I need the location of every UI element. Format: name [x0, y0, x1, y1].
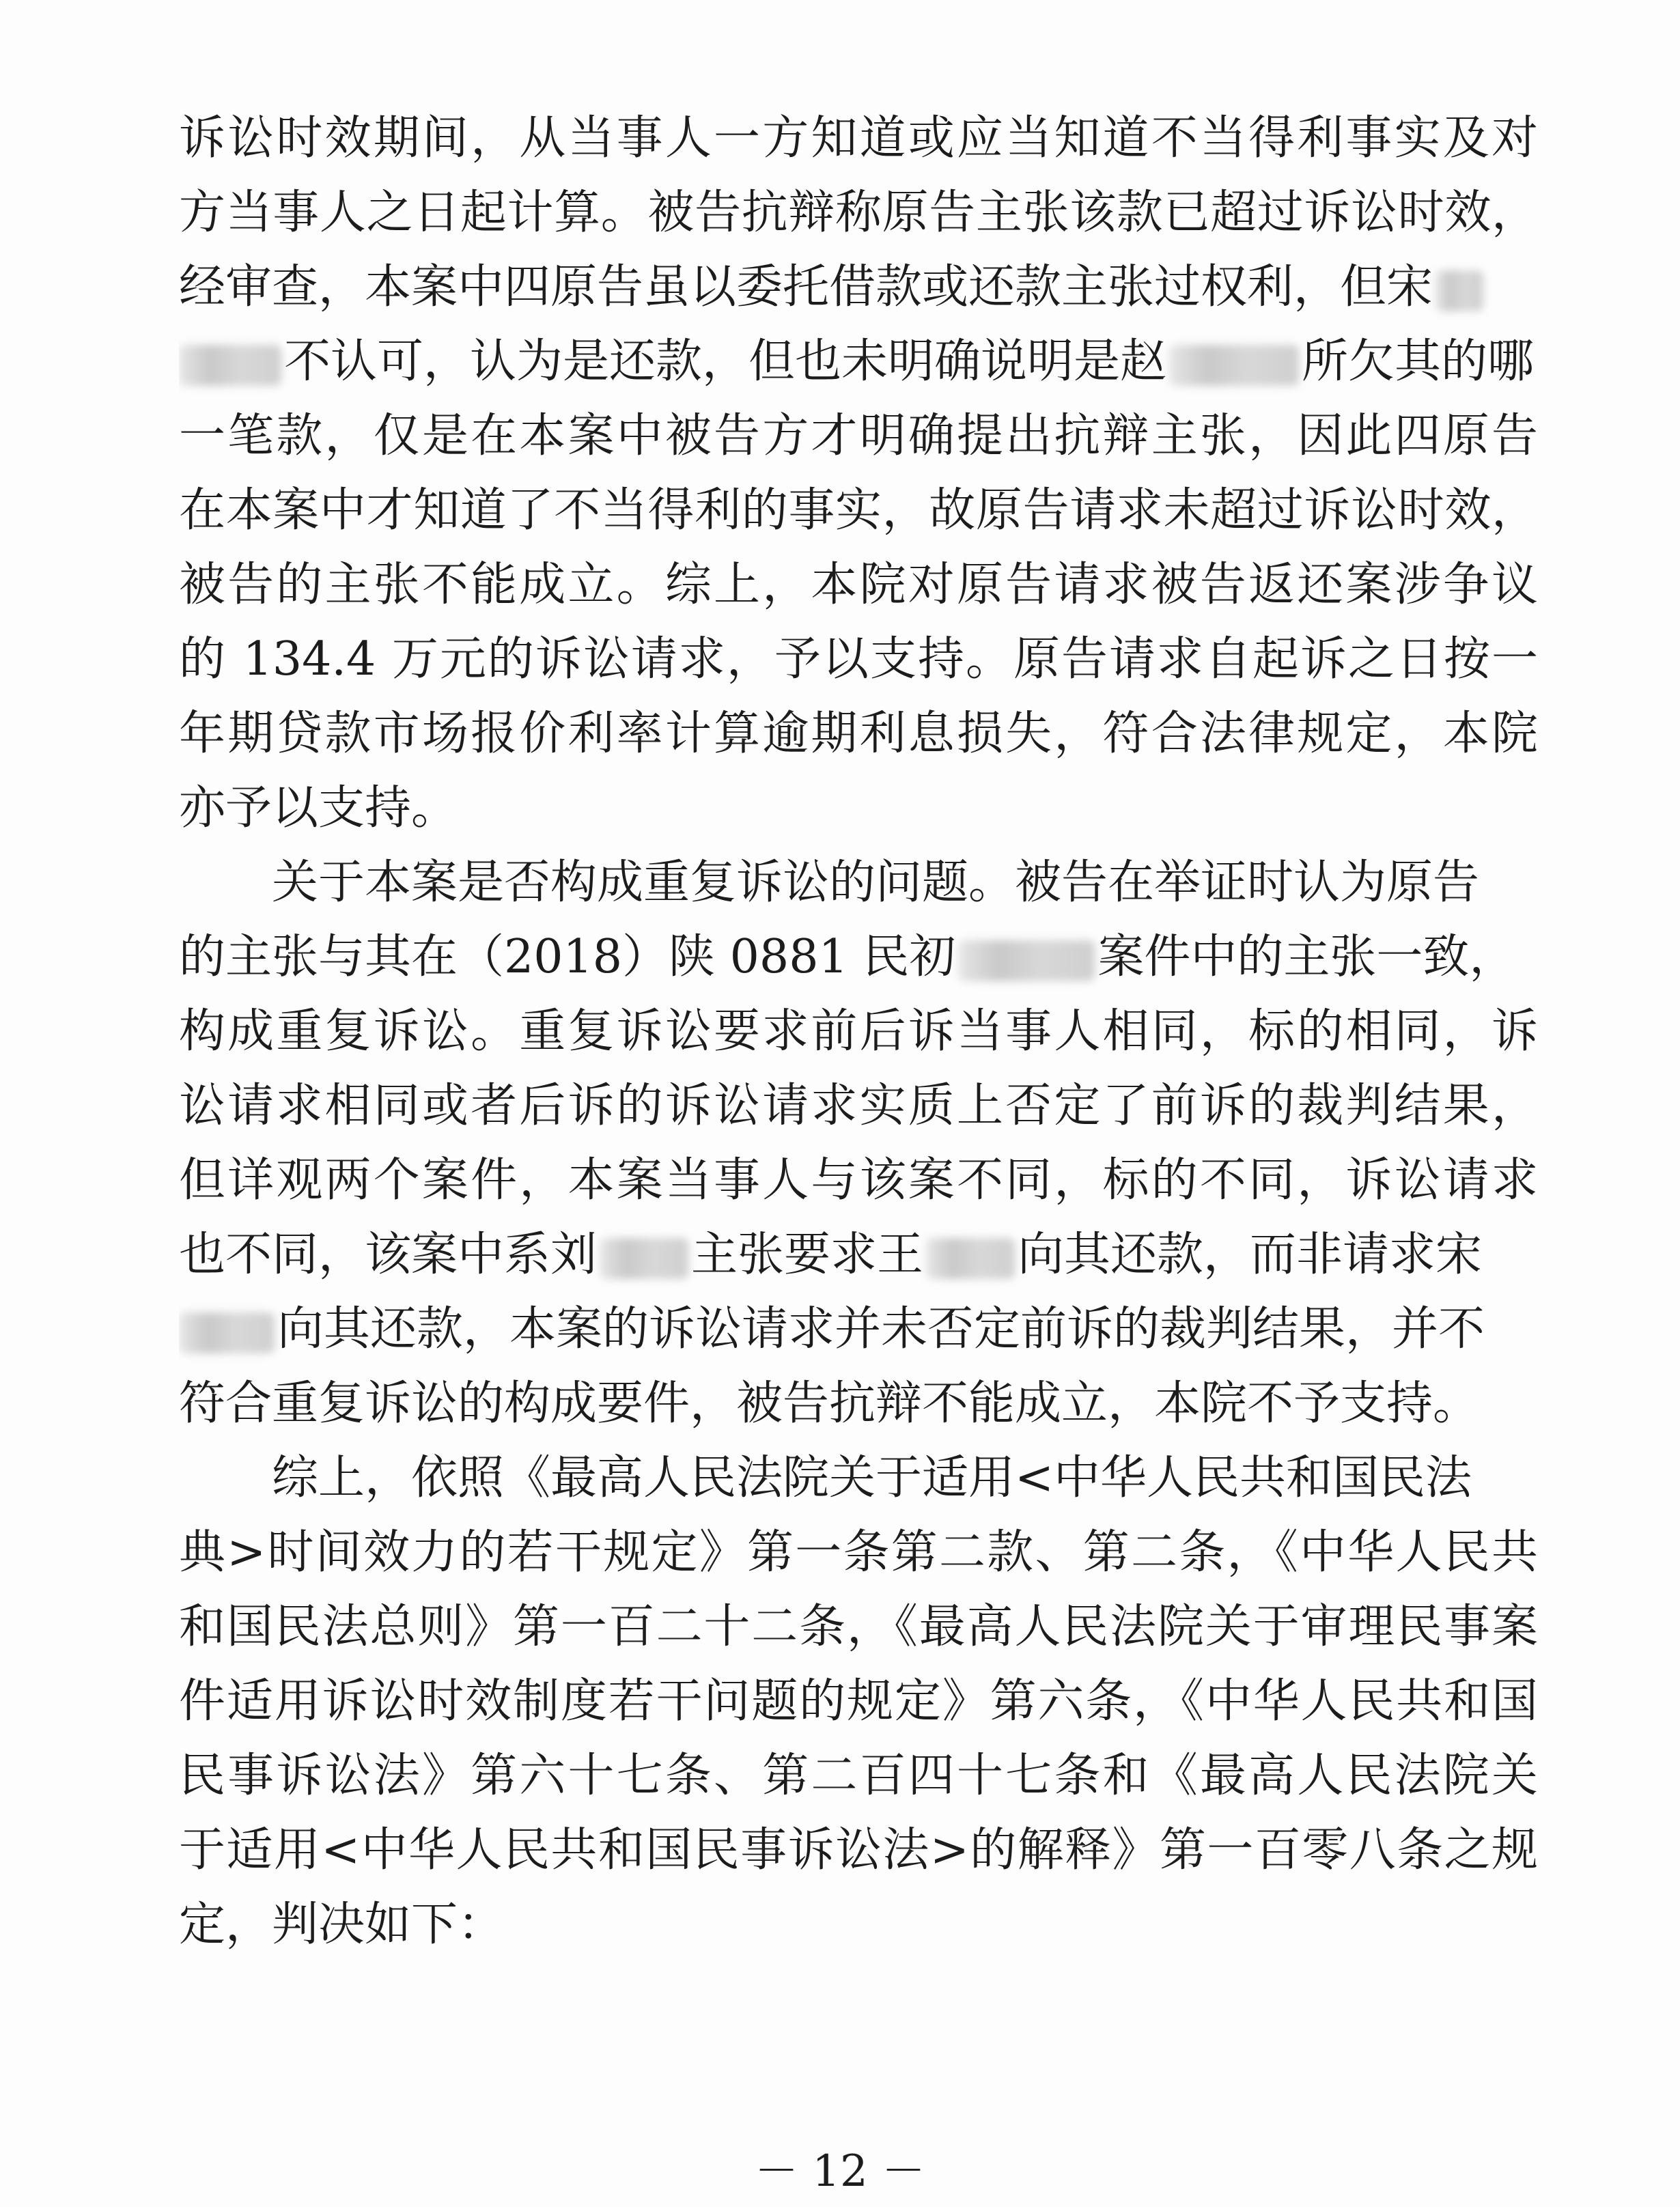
text-segment: 的主张与其在（2018）陕 0881 民初	[179, 930, 956, 984]
text-line: 关于本案是否构成重复诉讼的问题。被告在举证时认为原告	[272, 856, 1480, 910]
text-line: 一笔款，仅是在本案中被告方才明确提出抗辩主张，因此四原告	[179, 409, 1538, 463]
redacted-name	[1436, 270, 1483, 311]
text-line	[179, 324, 1538, 399]
text-line: 典>时间效力的若干规定》第一条第二款、第二条，《中华人民共	[179, 1526, 1538, 1579]
redacted-name	[179, 345, 281, 386]
text-segment: 向其还款，而非请求宋	[1018, 1228, 1483, 1282]
text-line: 定，判决如下：	[179, 1898, 505, 1952]
text-line	[179, 250, 1538, 324]
text-line: 方当事人之日起计算。被告抗辩称原告主张该款已超过诉讼时效，	[179, 186, 1538, 240]
text-line	[179, 1292, 1538, 1366]
text-line: 讼请求相同或者后诉的诉讼请求实质上否定了前诉的裁判结果，	[179, 1079, 1538, 1133]
text-line: 件适用诉讼时效制度若干问题的规定》第六条，《中华人民共和国	[179, 1674, 1538, 1728]
text-line: 于适用<中华人民共和国民事诉讼法>的解释》第一百零八条之规	[179, 1823, 1538, 1877]
page-number: － 12 －	[754, 2146, 926, 2197]
text-line: 构成重复诉讼。重复诉讼要求前后诉当事人相同，标的相同，诉	[179, 1004, 1538, 1058]
text-segment: 向其还款，本案的诉讼请求并未否定前诉的裁判结果，并不	[277, 1302, 1485, 1356]
redacted-name	[1169, 345, 1299, 386]
text-segment: 不认可，认为是还款，但也未明确说明是赵	[284, 335, 1167, 389]
redacted-name	[600, 1238, 688, 1279]
text-line: 但详观两个案件，本案当事人与该案不同，标的不同，诉讼请求	[179, 1153, 1538, 1207]
text-line: 被告的主张不能成立。综上，本院对原告请求被告返还案涉争议	[179, 558, 1538, 612]
redacted-case-number	[958, 940, 1095, 981]
text-line: 在本案中才知道了不当得利的事实，故原告请求未超过诉讼时效，	[179, 483, 1538, 537]
judgment-text	[179, 101, 1538, 1962]
redacted-name	[179, 1312, 275, 1353]
text-line: 亦予以支持。	[179, 781, 458, 835]
text-segment: 经审查，本案中四原告虽以委托借款或还款主张过权利，但宋	[179, 260, 1433, 314]
text-line: 诉讼时效期间，从当事人一方知道或应当知道不当得利事实及对	[179, 111, 1538, 165]
text-line: 和国民法总则》第一百二十二条，《最高人民法院关于审理民事案	[179, 1600, 1538, 1654]
text-line: 年期贷款市场报价利率计算逾期利息损失，符合法律规定，本院	[179, 707, 1538, 761]
text-line	[179, 1218, 1538, 1292]
text-segment: 也不同，该案中系刘	[179, 1228, 598, 1282]
redacted-name	[926, 1238, 1015, 1279]
text-segment: 案件中的主张一致，	[1097, 930, 1516, 984]
text-line: 的 134.4 万元的诉讼请求，予以支持。原告请求自起诉之日按一	[179, 632, 1538, 686]
text-line: 民事诉讼法》第六十七条、第二百四十七条和《最高人民法院关	[179, 1749, 1538, 1803]
text-line: 综上，依照《最高人民法院关于适用<中华人民共和国民法	[272, 1451, 1472, 1505]
text-line	[179, 920, 1538, 994]
text-segment: 主张要求王	[691, 1228, 924, 1282]
text-segment: 所欠其的哪	[1302, 335, 1535, 389]
text-line: 符合重复诉讼的构成要件，被告抗辩不能成立，本院不予支持。	[179, 1377, 1480, 1431]
